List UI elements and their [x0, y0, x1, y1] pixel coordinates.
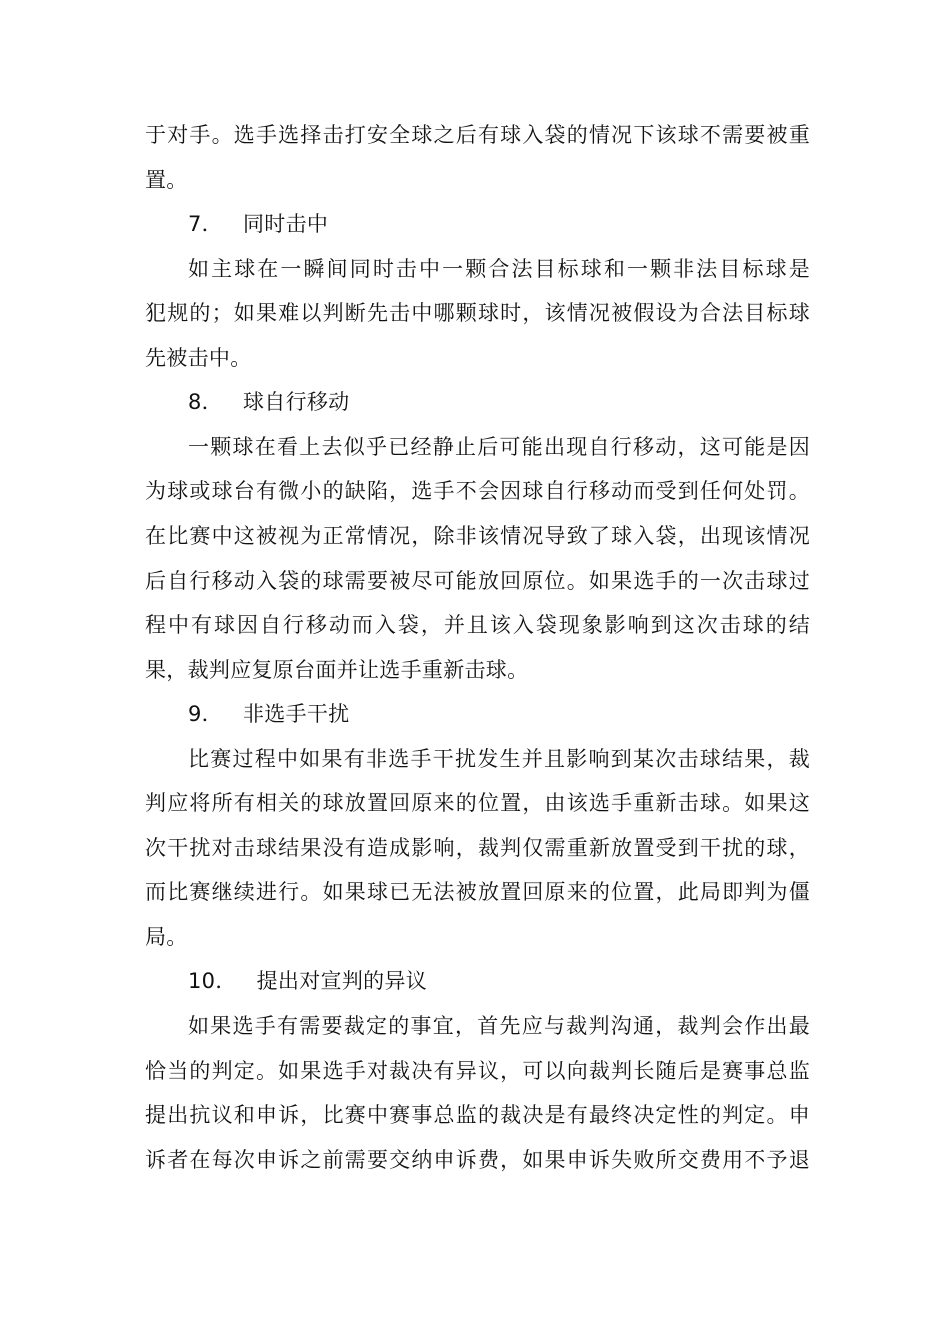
paragraph-line: 置。	[145, 168, 188, 192]
section-title: 提出对宣判的异议	[256, 969, 428, 993]
paragraph-line: 为球或球台有微小的缺陷，选手不会因球自行移动而受到任何处罚。	[145, 479, 810, 503]
paragraph-line: 如主球在一瞬间同时击中一颗合法目标球和一颗非法目标球是	[188, 257, 810, 281]
paragraph-line: 诉者在每次申诉之前需要交纳申诉费，如果申诉失败所交费用不予退	[145, 1148, 810, 1172]
paragraph-line: 先被击中。	[145, 346, 252, 370]
paragraph-line: 比赛过程中如果有非选手干扰发生并且影响到某次击球结果，裁	[188, 747, 810, 771]
paragraph-line: 恰当的判定。如果选手对裁决有异议，可以向裁判长随后是赛事总监	[145, 1059, 810, 1083]
section-title: 球自行移动	[242, 390, 350, 414]
paragraph-line: 提出抗议和申诉，比赛中赛事总监的裁决是有最终决定性的判定。申	[145, 1103, 810, 1127]
paragraph-line: 一颗球在看上去似乎已经静止后可能出现自行移动，这可能是因	[188, 435, 810, 459]
section-number: 10．	[188, 969, 237, 993]
section-number: 8．	[188, 390, 223, 414]
section-title: 同时击中	[242, 212, 329, 236]
paragraph-line: 而比赛继续进行。如果球已无法被放置回原来的位置，此局即判为僵	[145, 880, 810, 904]
paragraph-line: 次干扰对击球结果没有造成影响，裁判仅需重新放置受到干扰的球，	[145, 836, 810, 860]
section-heading-8	[188, 387, 349, 417]
section-heading-10	[188, 966, 427, 996]
section-number: 9．	[188, 702, 223, 726]
paragraph-line: 于对手。选手选择击打安全球之后有球入袋的情况下该球不需要被重	[145, 123, 810, 147]
section-heading-7	[188, 209, 328, 239]
section-number: 7．	[188, 212, 223, 236]
paragraph-line: 程中有球因自行移动而入袋，并且该入袋现象影响到这次击球的结	[145, 613, 810, 637]
paragraph-line: 犯规的；如果难以判断先击中哪颗球时，该情况被假设为合法目标球	[145, 301, 810, 325]
section-heading-9	[188, 699, 349, 729]
paragraph-line: 判应将所有相关的球放置回原来的位置，由该选手重新击球。如果这	[145, 791, 810, 815]
paragraph-line: 局。	[145, 925, 188, 949]
paragraph-line: 后自行移动入袋的球需要被尽可能放回原位。如果选手的一次击球过	[145, 569, 810, 593]
paragraph-line: 如果选手有需要裁定的事宜，首先应与裁判沟通，裁判会作出最	[188, 1014, 810, 1038]
section-title: 非选手干扰	[242, 702, 350, 726]
paragraph-line: 果，裁判应复原台面并让选手重新击球。	[145, 658, 529, 682]
paragraph-line: 在比赛中这被视为正常情况，除非该情况导致了球入袋，出现该情况	[145, 524, 810, 548]
